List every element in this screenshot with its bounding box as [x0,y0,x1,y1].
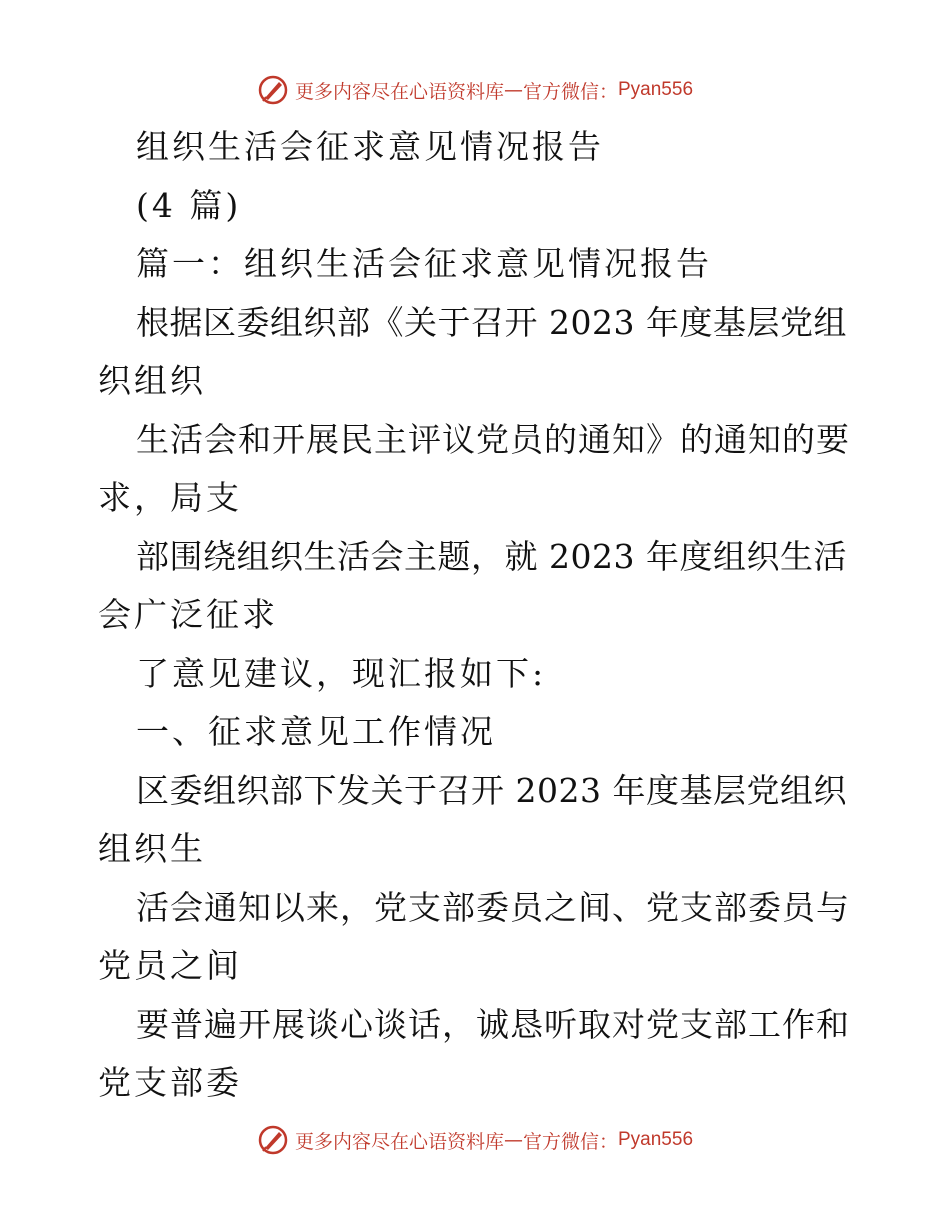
document-line: 党支部委 [98,1063,242,1102]
document-line: 织组织 [98,361,206,400]
watermark-wechat-id: Pyan556 [618,1129,694,1150]
document-line: 篇一：组织生活会征求意见情况报告 [136,244,712,283]
header-watermark [0,70,950,110]
document-line: 组织生活会征求意见情况报告 [136,127,604,166]
quill-pen-logo-icon [257,1124,289,1156]
footer-watermark [0,1120,950,1160]
document-line: 会广泛征求 [98,595,278,634]
document-line: 根据区委组织部《关于召开 2023 年度基层党组 [136,302,847,342]
document-line: 生活会和开展民主评议党员的通知》的通知的要 [136,419,850,459]
quill-pen-logo-icon [257,74,289,106]
document-line: 活会通知以来，党支部委员之间、党支部委员与 [136,887,850,927]
document-line: 部围绕组织生活会主题，就 2023 年度组织生活 [136,536,847,576]
document-line: 要普遍开展谈心谈话，诚恳听取对党支部工作和 [136,1004,850,1044]
watermark-wechat-id: Pyan556 [618,79,694,100]
watermark-main-text: 更多内容尽在心语资料库 [294,80,504,103]
document-line: 区委组织部下发关于召开 2023 年度基层党组织 [136,770,847,810]
watermark-separator: — [503,79,523,101]
document-line: 一、征求意见工作情况 [136,712,496,751]
watermark-wechat-label: 官方微信： [522,1130,618,1153]
watermark-wechat-label: 官方微信： [522,80,618,103]
watermark-main-text: 更多内容尽在心语资料库 [294,1130,504,1153]
document-line: (4 篇) [136,185,242,225]
document-line: 组织生 [98,829,206,868]
document-body [98,118,858,1113]
watermark-separator: — [503,1129,523,1151]
document-line: 求，局支 [98,478,242,517]
document-line: 了意见建议，现汇报如下: [136,653,547,693]
document-line: 党员之间 [98,946,242,985]
